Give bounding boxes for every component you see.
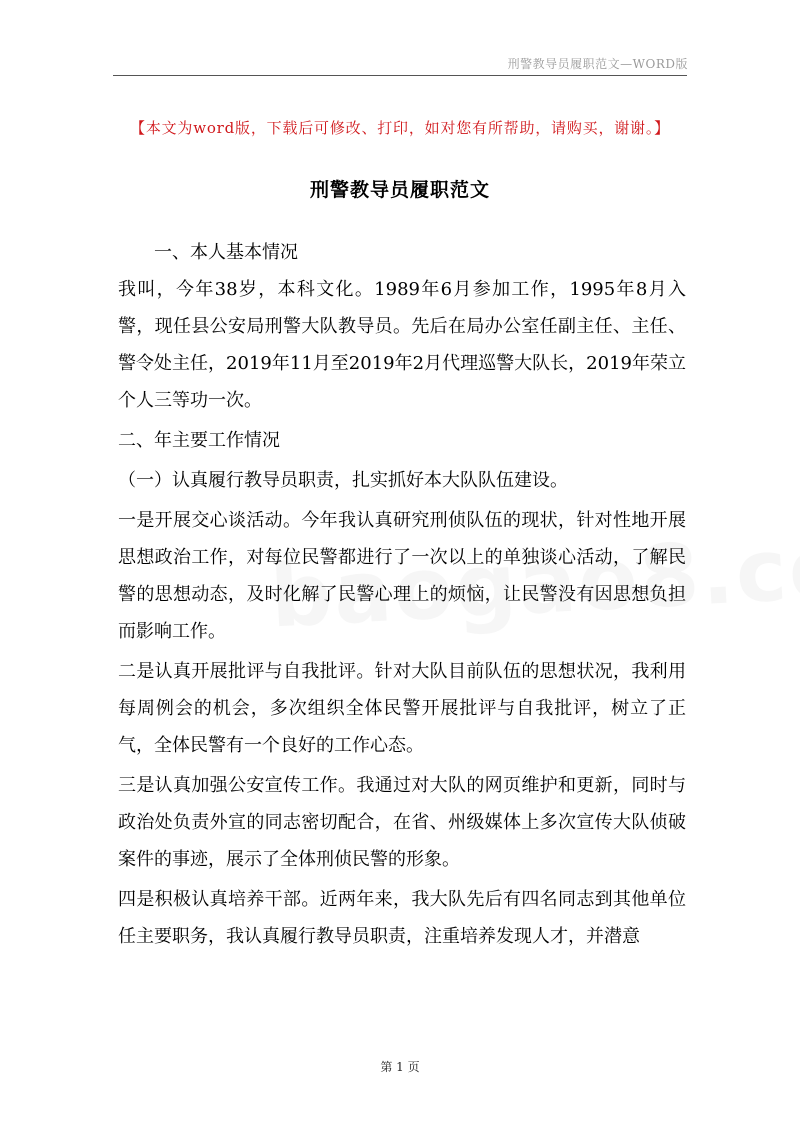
- running-header: 刑警教导员履职范文—WORD版: [507, 57, 688, 71]
- paragraph: 三是认真加强公安宣传工作。我通过对大队的网页维护和更新，同时与政治处负责外宣的同志密切配合，在省、州级媒体上多次宣传大队侦破案件的事迹，展示了全体刑侦民警的形象。: [118, 775, 686, 870]
- download-notice: 【本文为word版，下载后可修改、打印，如对您有所帮助，请购买，谢谢。】: [130, 119, 670, 137]
- document-title: 刑警教导员履职范文: [309, 179, 490, 201]
- paragraph: 一是开展交心谈活动。今年我认真研究刑侦队伍的现状，针对性地开展思想政治工作，对每位民警都进行了一次以上的单独谈心活动，了解民警的思想动态，及时化解了民警心理上的烦恼，让民警没有因思想负担而影响工作。: [118, 510, 686, 642]
- page-number: 第 1 页: [380, 1060, 420, 1074]
- section-heading-2: 二、年主要工作情况: [118, 430, 280, 451]
- subsection-heading: （一）认真履行教导员职责，扎实抓好本大队队伍建设。: [118, 470, 568, 491]
- paragraph: 四是积极认真培养干部。近两年来，我大队先后有四名同志到其他单位任主要职务，我认真履行教导员职责，注重培养发现人才，并潜意: [118, 889, 686, 947]
- document-body: [118, 234, 686, 955]
- paragraph: 二是认真开展批评与自我批评。针对大队目前队伍的思想状况，我利用每周例会的机会，多次组织全体民警开展批评与自我批评，树立了正气，全体民警有一个良好的工作心态。: [118, 661, 686, 756]
- header-rule: [113, 75, 687, 76]
- section-heading-1: 一、本人基本情况: [154, 242, 298, 263]
- paragraph: 我叫，今年38岁，本科文化。1989年6月参加工作，1995年8月入警，现任县公安局刑警大队教导员。先后在局办公室任副主任、主任、警令处主任，2019年11月至2019年2月代理巡警大队长，2019年荣立个人三等功一次。: [118, 279, 686, 411]
